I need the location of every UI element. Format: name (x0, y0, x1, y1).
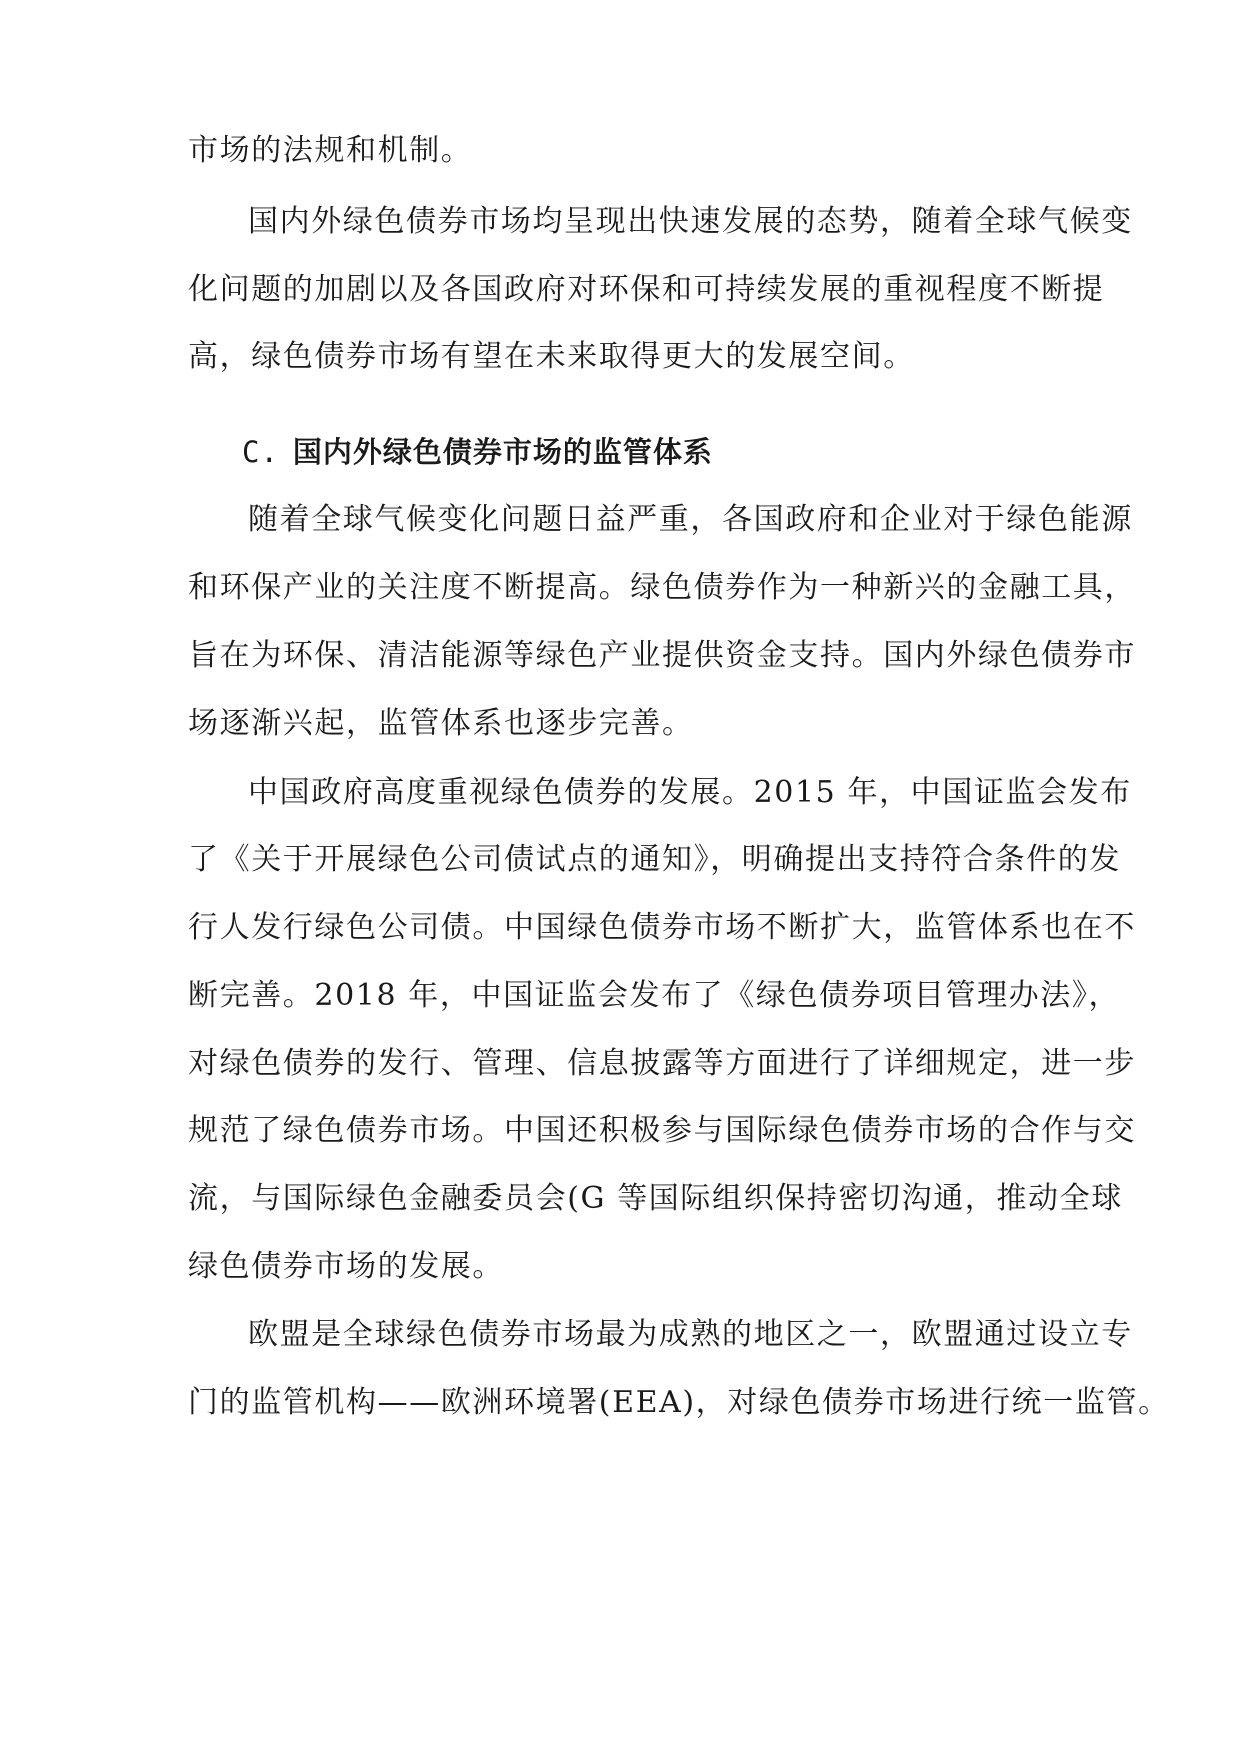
paragraph-continuation-line: 市场的法规和机制。 (188, 133, 473, 168)
paragraph-3-line-1: 中国政府高度重视绿色债券的发展。2015 年，中国证监会发布 (248, 775, 1132, 810)
section-title: 国内外绿色债券市场的监管体系 (292, 435, 713, 469)
paragraph-3-line-8: 绿色债券市场的发展。 (188, 1249, 504, 1284)
paragraph-2-line-1: 随着全球气候变化问题日益严重，各国政府和企业对于绿色能源 (248, 502, 1133, 537)
paragraph-3-line-6: 规范了绿色债券市场。中国还积极参与国际绿色债券市场的合作与交 (188, 1113, 1136, 1148)
paragraph-2-line-2: 和环保产业的关注度不断提高。绿色债券作为一种新兴的金融工具， (188, 570, 1136, 605)
paragraph-3-line-2: 了《关于开展绿色公司债试点的通知》，明确提出支持符合条件的发 (188, 842, 1121, 877)
paragraph-3-line-5: 对绿色债券的发行、管理、信息披露等方面进行了详细规定，进一步 (188, 1046, 1136, 1081)
section-heading (242, 432, 713, 472)
paragraph-3-line-3: 行人发行绿色公司债。中国绿色债券市场不断扩大，监管体系也在不 (188, 910, 1136, 945)
paragraph-1-line-3: 高，绿色债券市场有望在未来取得更大的发展空间。 (188, 339, 915, 374)
paragraph-3-line-4: 断完善。2018 年，中国证监会发布了《绿色债券项目管理办法》， (188, 978, 1121, 1013)
paragraph-2-line-4: 场逐渐兴起，监管体系也逐步完善。 (188, 706, 694, 741)
paragraph-1-line-1: 国内外绿色债券市场均呈现出快速发展的态势，随着全球气候变 (248, 204, 1133, 239)
paragraph-4-line-2: 门的监管机构——欧洲环境署(EEA)，对绿色债券市场进行统一监管。 (188, 1385, 1170, 1420)
section-label: C. (242, 435, 279, 469)
paragraph-1-line-2: 化问题的加剧以及各国政府对环保和可持续发展的重视程度不断提 (188, 272, 1105, 307)
paragraph-2-line-3: 旨在为环保、清洁能源等绿色产业提供资金支持。国内外绿色债券市 (188, 638, 1136, 673)
paragraph-3-line-7: 流，与国际绿色金融委员会(G 等国际组织保持密切沟通，推动全球 (188, 1181, 1123, 1216)
paragraph-4-line-1: 欧盟是全球绿色债券市场最为成熟的地区之一，欧盟通过设立专 (248, 1317, 1133, 1352)
